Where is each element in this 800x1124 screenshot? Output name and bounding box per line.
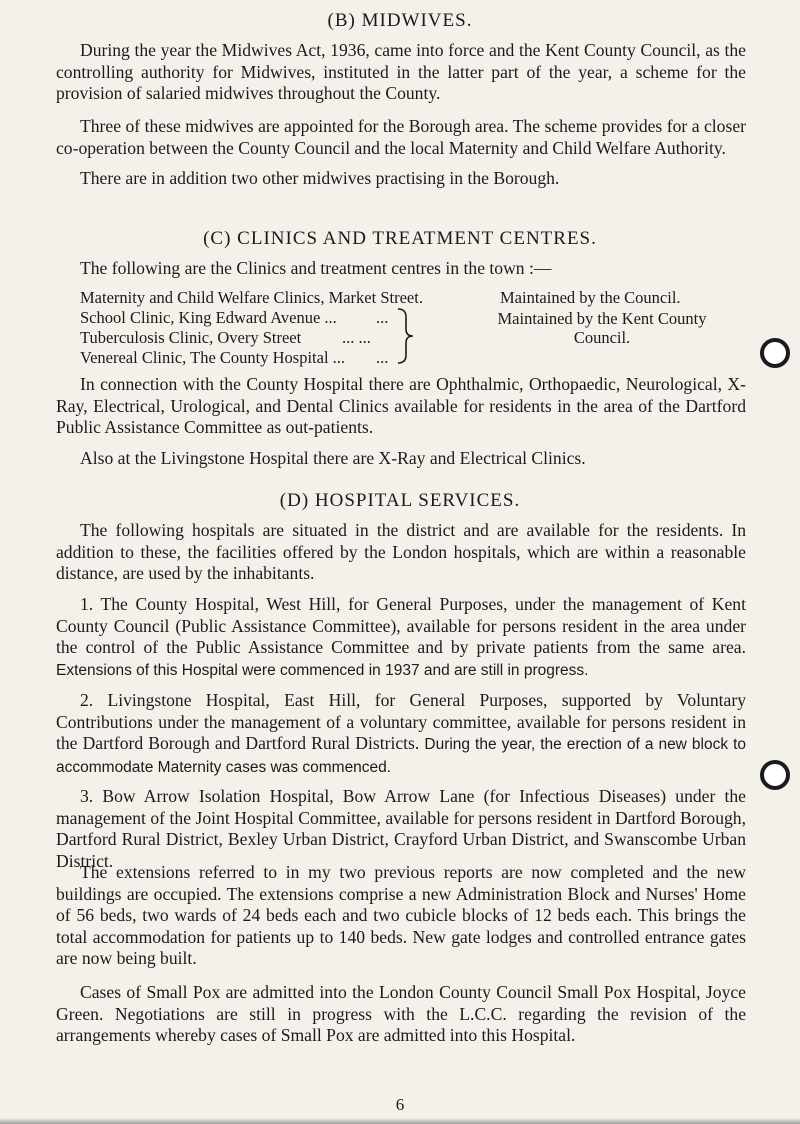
paragraph: The extensions referred to in my two previous reports are now completed and the new buildings are occupied. The extensions comprise a new Administration Block and Nurses' Home of 56 beds, two wards of 24 beds each and two cubicle blocks of 12 beds each. This brings the total accommodation for patients up to 140 beds. New gate lodges and controlled entrance gates are now being built. <box>56 862 746 968</box>
section-heading-clinics: (C) CLINICS AND TREATMENT CENTRES. <box>203 228 597 249</box>
paragraph: In connection with the County Hospital there are Ophthalmic, Orthopaedic, Neurological, X-Ray, Electrical, Urological, and Dental Clinics available for residents in the area of the Dartford Public Assistance Committee as out-patients. <box>56 374 746 437</box>
kent-county-maintained-label: Maintained by the Kent County Council. <box>497 309 707 347</box>
paragraph: During the year the Midwives Act, 1936, came into force and the Kent County Council, as the controlling authority for Midwives, instituted in the latter part of the year, a scheme for the provision of salaried midwives throughout the County. <box>56 40 746 103</box>
clinic-row <box>80 288 740 308</box>
clinic-dots: ... <box>376 348 389 367</box>
clinics-intro: The following are the Clinics and treatment centres in the town :— <box>80 258 552 278</box>
hospital-item-addendum: During the year, the erection of a new block to accommodate Maternity cases was commenced. <box>56 736 746 776</box>
section-heading-midwives: (B) MIDWIVES. <box>327 10 473 31</box>
clinic-name: Maternity and Child Welfare Clinics, Market Street. <box>80 288 423 307</box>
clinic-dots: ... ... <box>342 328 371 347</box>
hospital-item <box>56 786 746 872</box>
hospital-item-text: 2. Livingstone Hospital, East Hill, for General Purposes, supported by Voluntary Contributions under the management of a voluntary committee, available for persons resident in the Dartford Borough and Dartford Rural Districts. <box>56 690 746 753</box>
page-edge-shadow <box>0 1118 800 1124</box>
hospital-item <box>56 594 746 681</box>
right-brace-icon <box>396 307 416 365</box>
hospitals-intro: The following hospitals are situated in the district and are available for the residents. In addition to these, the facilities offered by the London hospitals, which are within a reasonable distance, are used by the inhabitants. <box>56 520 746 583</box>
paragraph: There are in addition two other midwives practising in the Borough. <box>80 168 560 188</box>
hospital-item-addendum: Extensions of this Hospital were commenced in 1937 and are still in progress. <box>56 661 589 679</box>
clinic-dots: ... <box>376 308 389 327</box>
paragraph: Three of these midwives are appointed for the Borough area. The scheme provides for a closer co-operation between the County Council and the local Maternity and Child Welfare Authority. <box>56 116 746 158</box>
punch-hole-icon <box>760 760 790 790</box>
clinic-name: School Clinic, King Edward Avenue ... <box>80 308 337 327</box>
clinic-name: Venereal Clinic, The County Hospital ... <box>80 348 346 367</box>
clinic-name: Tuberculosis Clinic, Overy Street <box>80 328 302 347</box>
punch-hole-icon <box>760 338 790 368</box>
clinic-maintained: Maintained by the Council. <box>500 288 681 307</box>
page-number: 6 <box>395 1095 405 1114</box>
section-heading-hospitals: (D) HOSPITAL SERVICES. <box>279 490 521 511</box>
hospital-item <box>56 690 746 778</box>
paragraph: Also at the Livingstone Hospital there are X-Ray and Electrical Clinics. <box>80 448 586 468</box>
hospital-item-text: 3. Bow Arrow Isolation Hospital, Bow Arrow Lane (for Infectious Diseases) under the management of the Joint Hospital Committee, available for persons resident in Dartford Borough, Dartford Rural District, Bexley Urban District, Crayford Urban District, and Swanscombe Urban District. <box>56 786 746 871</box>
paragraph: Cases of Small Pox are admitted into the London County Council Small Pox Hospital, Joyce Green. Negotiations are still in progress with the L.C.C. regarding the revision of the arrangements whereby cases of Small Pox are admitted into this Hospital. <box>56 982 746 1045</box>
hospital-item-text: 1. The County Hospital, West Hill, for General Purposes, under the management of Kent County Council (Public Assistance Committee), available for persons resident in the area under the control of the Public Assistance Committee and by private patients from the same area. <box>56 594 746 657</box>
